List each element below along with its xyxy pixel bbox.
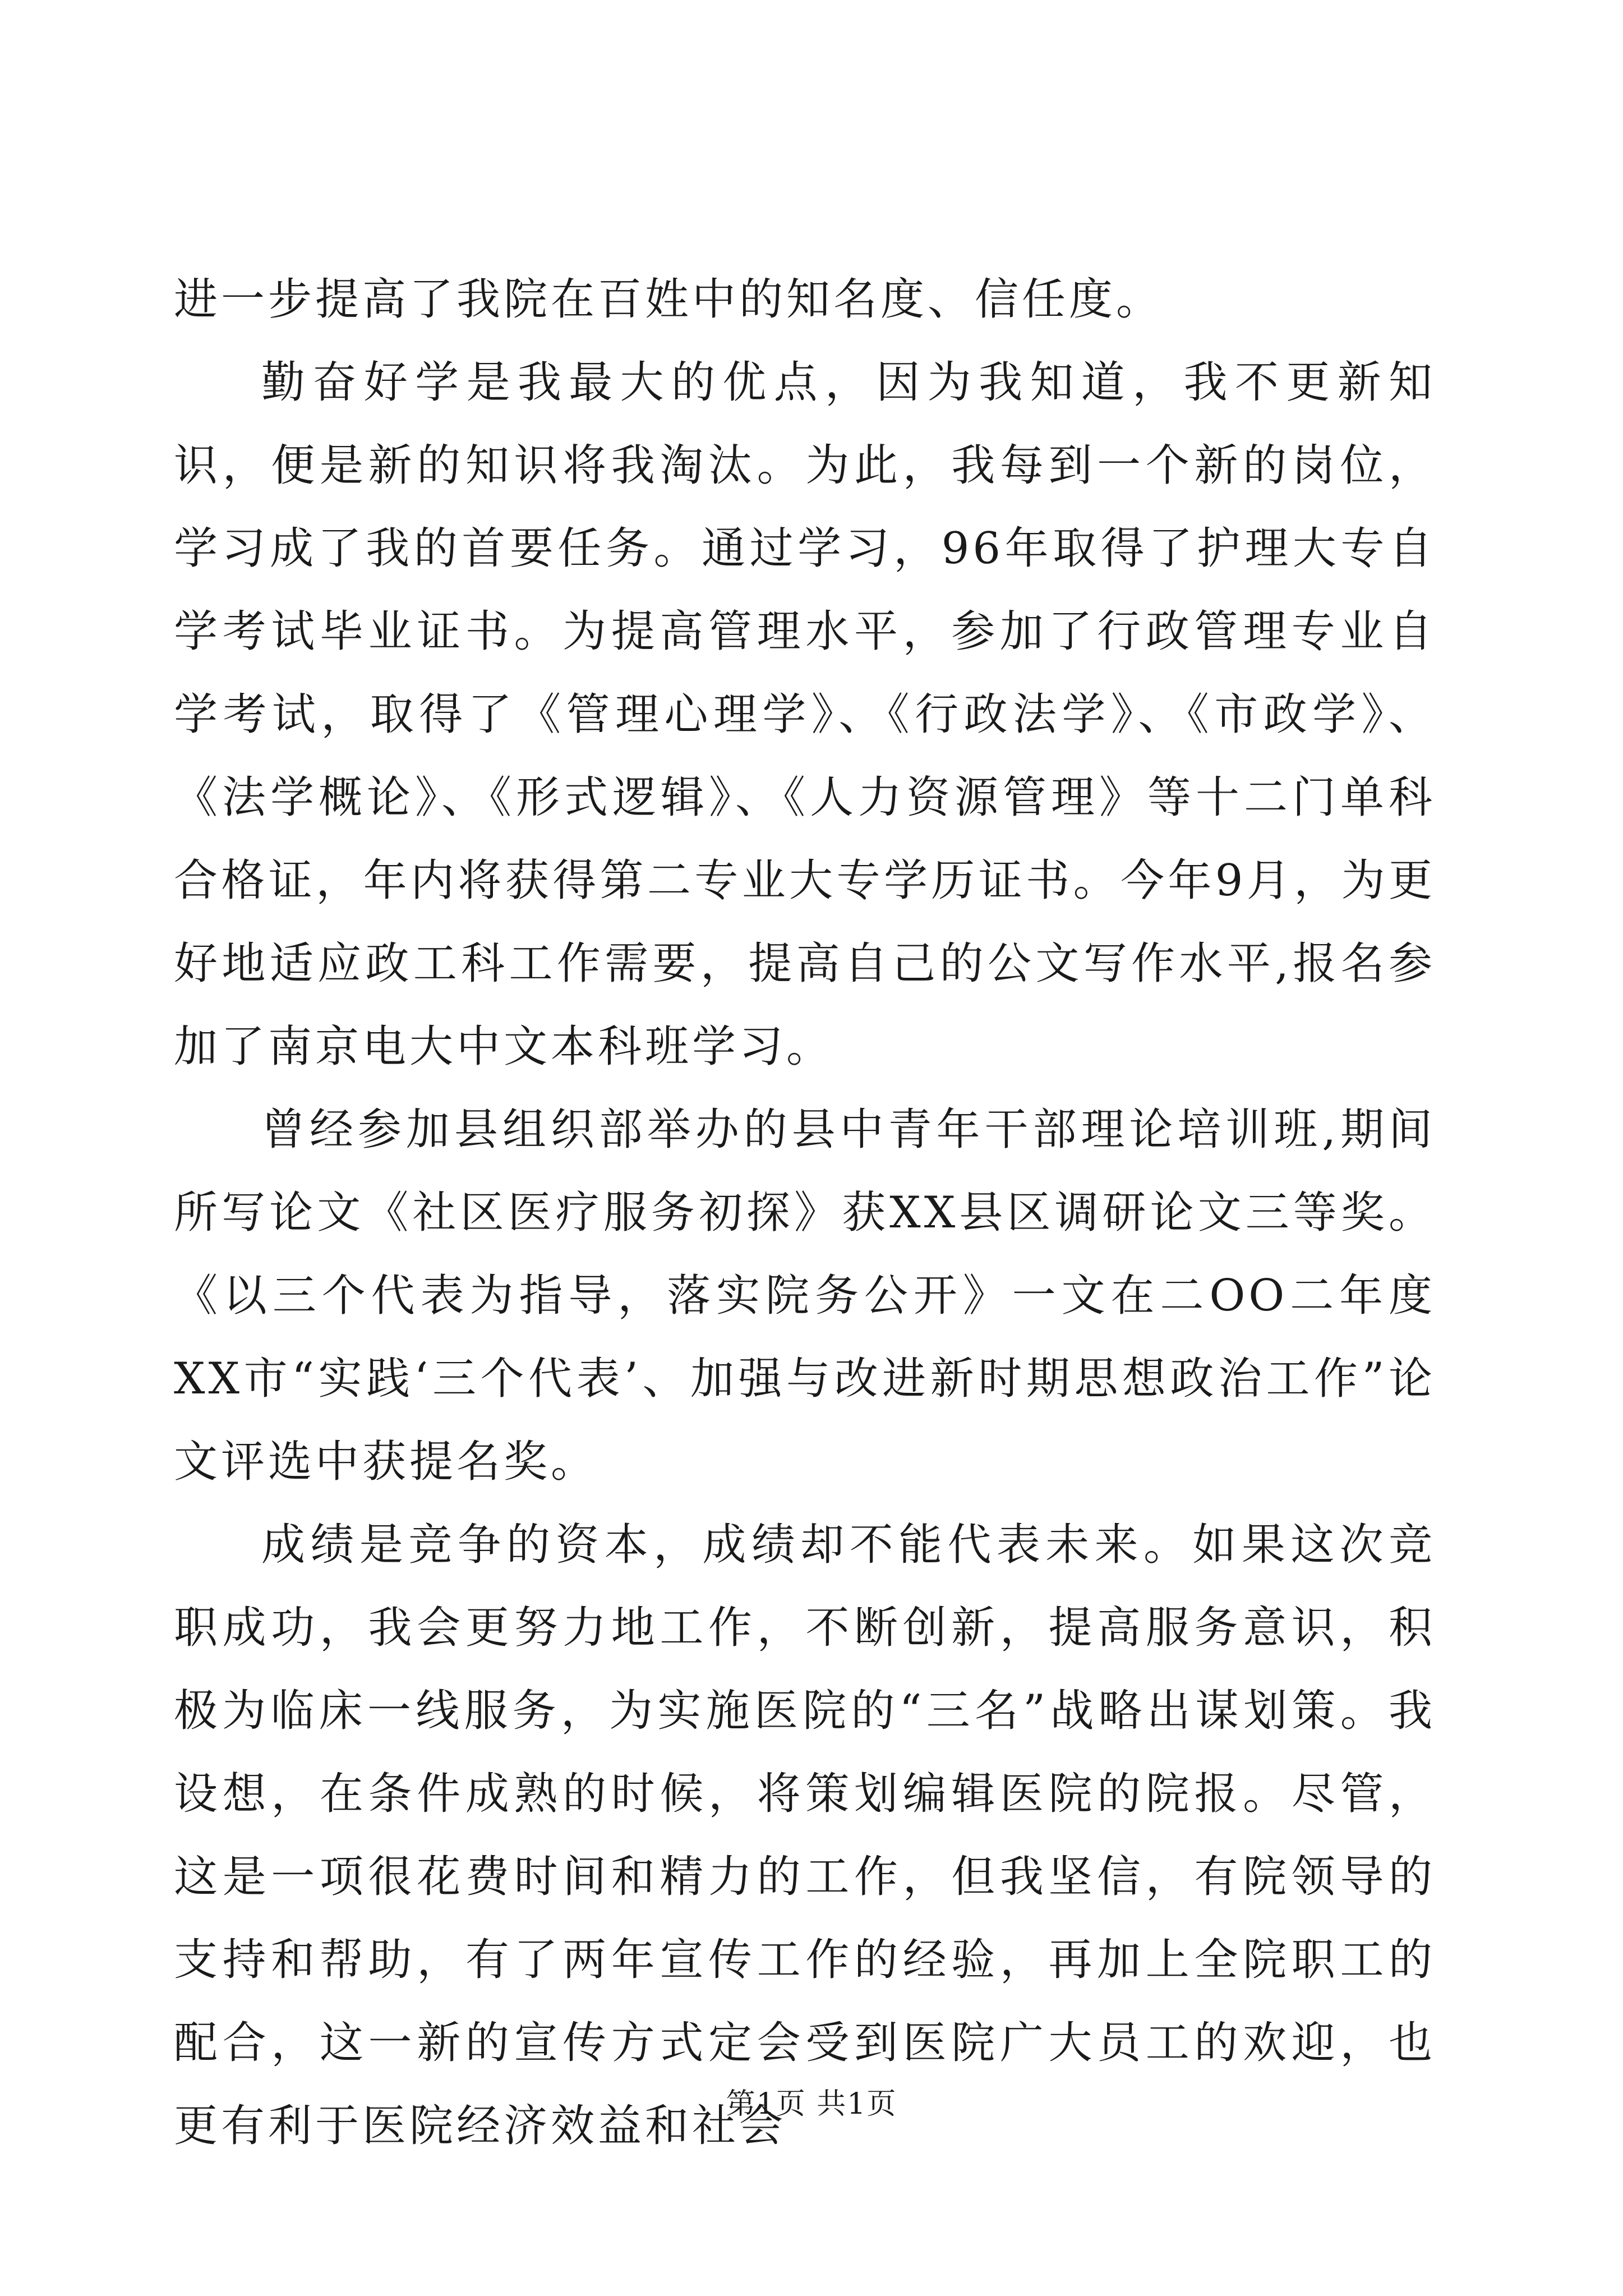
paragraph-3: 曾经参加县组织部举办的县中青年干部理论培训班,期间所写论文《社区医疗服务初探》获XX县区调研论文三等奖。《以三个代表为指导，落实院务公开》一文在二OO二年度XX市“实践‘三个代表’、加强与改进新时期思想政治工作”论文评选中获提名奖。: [174, 1105, 1436, 1487]
document-body: [174, 258, 1436, 2168]
paragraph-1: 进一步提高了我院在百姓中的知名度、信任度。: [174, 274, 1164, 325]
paragraph-4: 成绩是竞争的资本，成绩却不能代表未来。如果这次竞职成功，我会更努力地工作，不断创新，提高服务意识，积极为临床一线服务，为实施医院的“三名”战略出谋划策。我设想，在条件成熟的时候，将策划编辑医院的院报。尽管，这是一项很花费时间和精力的工作，但我坚信，有院领导的支持和帮助，有了两年宣传工作的经验，再加上全院职工的配合，这一新的宣传方式定会受到医院广大员工的欢迎，也更有利于医院经济效益和社会: [174, 1520, 1436, 2151]
paragraph-2: 勤奋好学是我最大的优点，因为我知道，我不更新知识，便是新的知识将我淘汰。为此，我每到一个新的岗位，学习成了我的首要任务。通过学习，96年取得了护理大专自学考试毕业证书。为提高管理水平，参加了行政管理专业自学考试，取得了《管理心理学》、《行政法学》、《市政学》、《法学概论》、《形式逻辑》、《人力资源管理》等十二门单科合格证，年内将获得第二专业大专学历证书。今年9月，为更好地适应政工科工作需要，提高自己的公文写作水平,报名参加了南京电大中文本科班学习。: [174, 357, 1436, 1072]
page-footer: 第1页 共1页: [726, 2087, 897, 2121]
